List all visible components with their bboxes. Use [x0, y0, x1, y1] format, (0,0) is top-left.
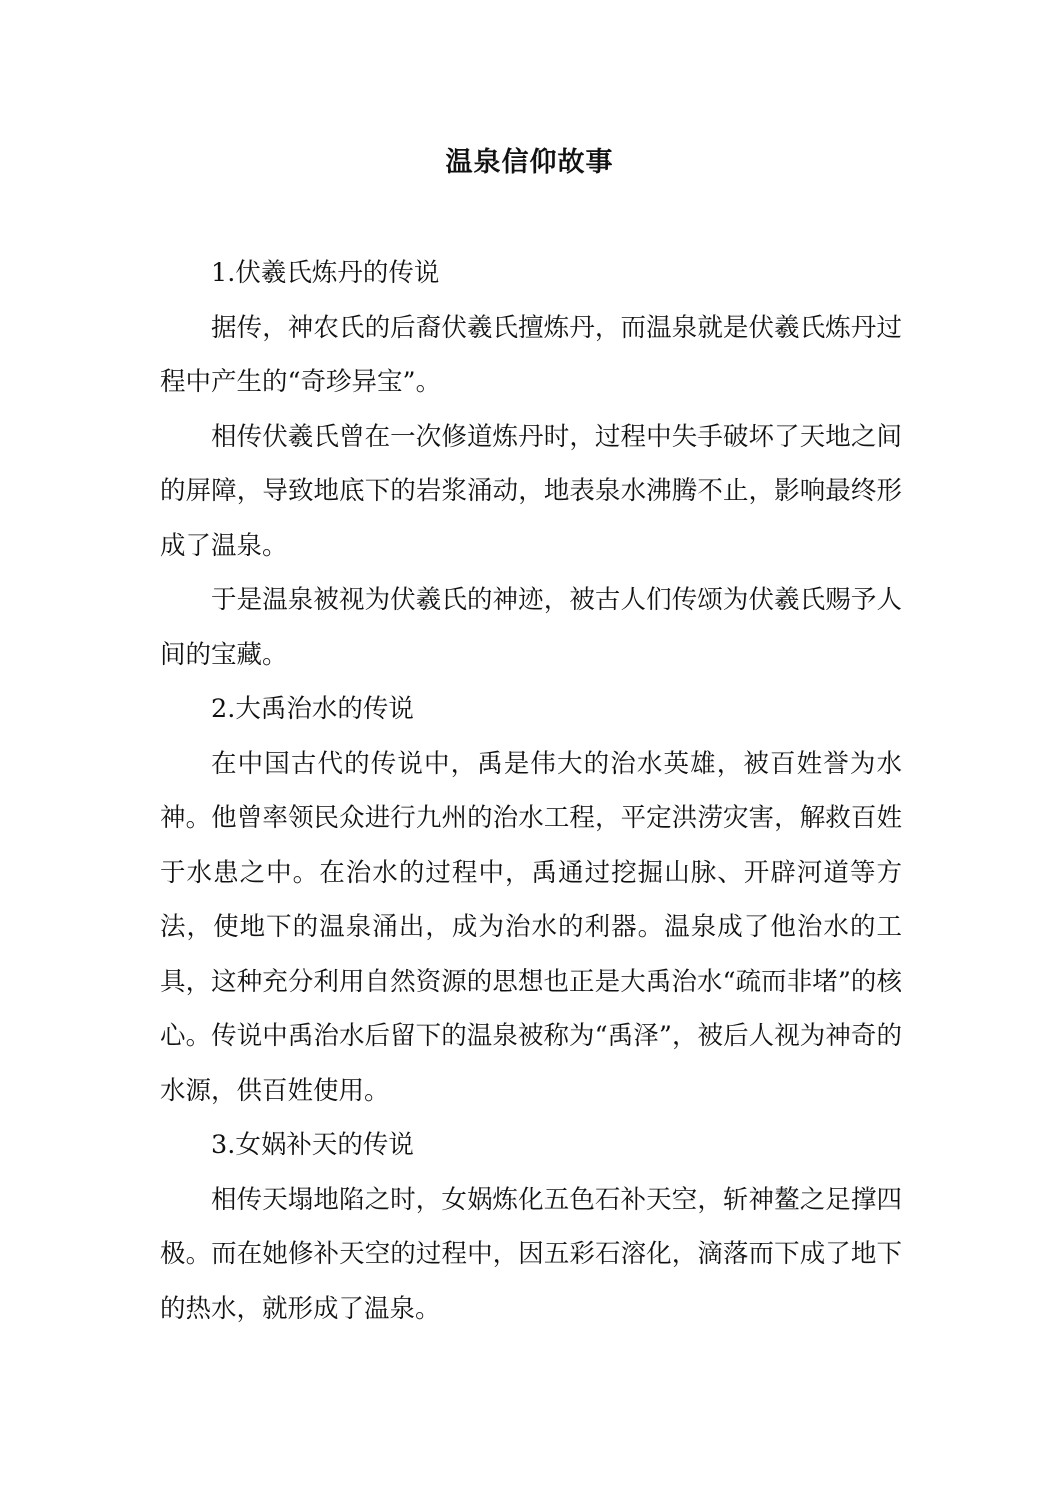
- section-heading-dayu: 2.大禹治水的传说: [211, 694, 414, 724]
- section-heading-nuwa: 3.女娲补天的传说: [211, 1130, 414, 1160]
- paragraph: 据传，神农氏的后裔伏羲氏擅炼丹，而温泉就是伏羲氏炼丹过程中产生的“奇珍异宝”。: [160, 312, 902, 397]
- paragraph: 在中国古代的传说中，禹是伟大的治水英雄，被百姓誉为水神。他曾率领民众进行九州的治水工程，平定洪涝灾害，解救百姓于水患之中。在治水的过程中，禹通过挖掘山脉、开辟河道等方法，使地下的温泉涌出，成为治水的利器。温泉成了他治水的工具，这种充分利用自然资源的思想也正是大禹治水“疏而非堵”的核心。传说中禹治水后留下的温泉被称为“禹泽”，被后人视为神奇的水源，供百姓使用。: [160, 748, 902, 1106]
- document-title: 温泉信仰故事: [445, 147, 614, 178]
- paragraph: 相传天塌地陷之时，女娲炼化五色石补天空，斩神鳌之足撑四极。而在她修补天空的过程中，因五彩石溶化，滴落而下成了地下的热水，就形成了温泉。: [160, 1184, 902, 1324]
- document-body: [160, 246, 902, 1336]
- section-heading-fuxi: 1.伏羲氏炼丹的传说: [211, 258, 440, 288]
- paragraph: 于是温泉被视为伏羲氏的神迹，被古人们传颂为伏羲氏赐予人间的宝藏。: [160, 585, 902, 670]
- paragraph: 相传伏羲氏曾在一次修道炼丹时，过程中失手破坏了天地之间的屏障，导致地底下的岩浆涌动，地表泉水沸腾不止，影响最终形成了温泉。: [160, 421, 902, 561]
